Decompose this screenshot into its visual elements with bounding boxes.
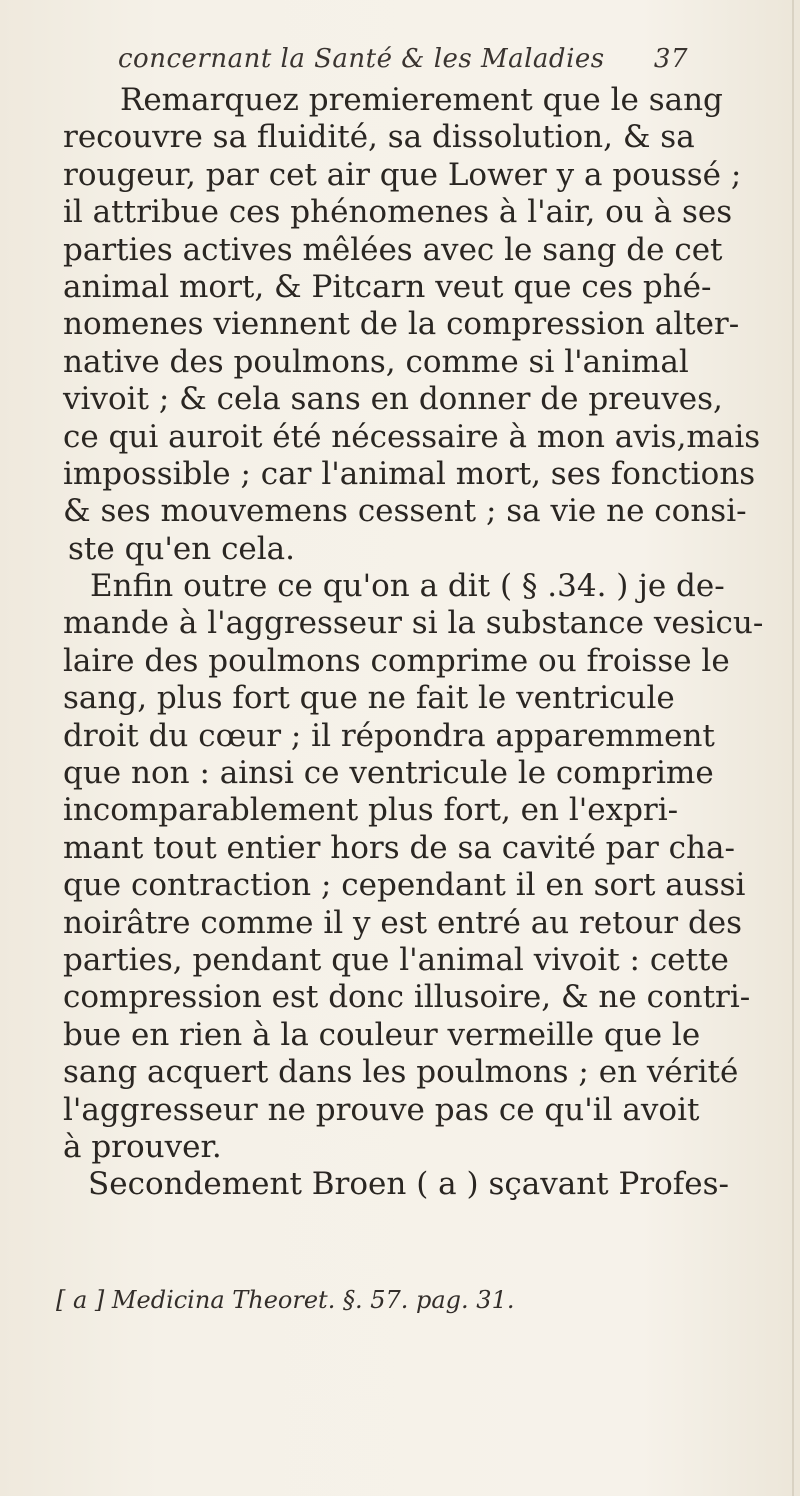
text-line: vivoit ; & cela sans en donner de preuves,	[63, 381, 723, 418]
text-line: impossible ; car l'animal mort, ses fonctions	[63, 455, 756, 492]
text-line: parties, pendant que l'animal vivoit : cette	[63, 941, 729, 978]
text-line: animal mort, & Pitcarn veut que ces phé-	[63, 268, 712, 305]
text-line: il attribue ces phénomenes à l'air, ou à ses	[63, 194, 733, 231]
text-line: l'aggresseur ne prouve pas ce qu'il avoit	[63, 1091, 700, 1128]
text-line: ce qui auroit été nécessaire à mon avis,mais	[63, 418, 761, 455]
text-line: sang acquert dans les poulmons ; en vérité	[63, 1054, 739, 1091]
text-line: sang, plus fort que ne fait le ventricule	[63, 680, 675, 717]
text-line: mant tout entier hors de sa cavité par cha-	[63, 829, 735, 866]
text-line: recouvre sa fluidité, sa dissolution, & sa	[63, 119, 695, 156]
text-line: que non : ainsi ce ventricule le comprime	[63, 755, 714, 792]
text-line: native des poulmons, comme si l'animal	[63, 343, 689, 380]
text-line: compression est donc illusoire, & ne contri-	[63, 979, 751, 1016]
text-line: rougeur, par cet air que Lower y a poussé ;	[63, 156, 742, 193]
text-line: à prouver.	[63, 1128, 222, 1165]
running-title: concernant la Santé & les Maladies	[118, 44, 605, 74]
text-line: que contraction ; cependant il en sort aussi	[63, 867, 746, 904]
body-text	[63, 82, 764, 1204]
text-line: Enfin outre ce qu'on a dit ( § .34. ) je de-	[90, 568, 725, 605]
text-line: bue en rien à la couleur vermeille que le	[63, 1016, 701, 1053]
text-line: droit du cœur ; il répondra apparemment	[63, 717, 715, 754]
page-number: 37	[653, 44, 688, 74]
page-edge	[792, 0, 794, 1496]
text-line: nomenes viennent de la compression alter-	[63, 306, 740, 343]
text-line: laire des poulmons comprime ou froisse le	[63, 642, 730, 679]
text-line: Secondement Broen ( a ) sçavant Profes-	[88, 1166, 730, 1203]
text-line: & ses mouvemens cessent ; sa vie ne consi-	[63, 493, 747, 530]
text-line: noirâtre comme il y est entré au retour des	[63, 904, 743, 941]
running-header	[118, 40, 688, 80]
footnote: [ a ] Medicina Theoret. §. 57. pag. 31.	[56, 1286, 515, 1314]
text-line: Remarquez premierement que le sang	[120, 82, 723, 118]
text-line: mande à l'aggresseur si la substance vesicu-	[63, 605, 764, 642]
text-line: ste qu'en cela.	[68, 530, 296, 567]
text-line: parties actives mêlées avec le sang de cet	[63, 231, 723, 268]
text-line: incomparablement plus fort, en l'expri-	[63, 792, 679, 829]
